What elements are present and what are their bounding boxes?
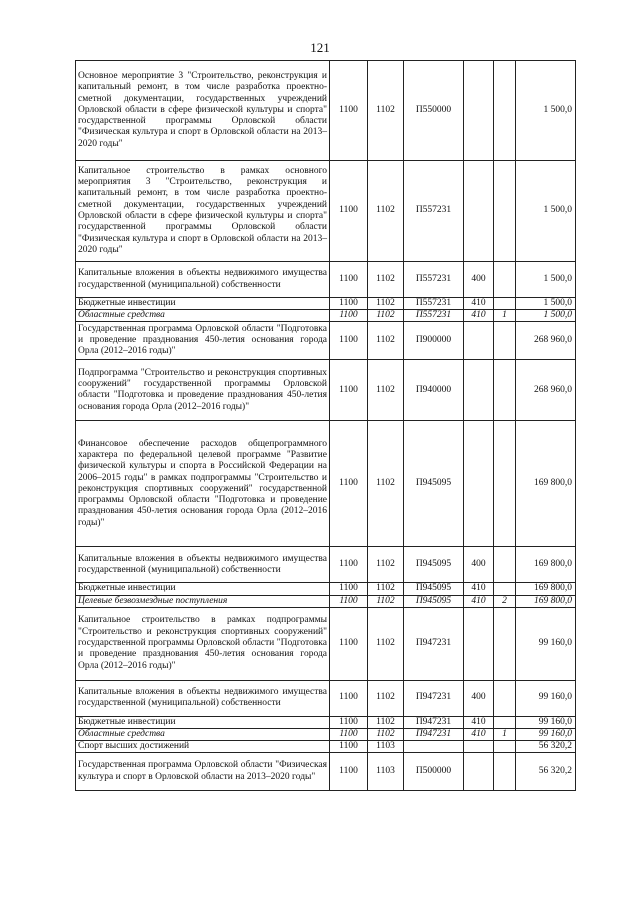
expense-type-cell: 410 (464, 595, 494, 607)
section-code-cell: 1100 (330, 298, 368, 310)
amount-cell: 1 500,0 (516, 310, 576, 322)
fund-source-cell (494, 753, 516, 791)
target-article-cell: П945095 (404, 547, 464, 583)
section-code-cell: 1100 (330, 547, 368, 583)
target-article-cell: П947231 (404, 680, 464, 716)
target-article-cell: П945095 (404, 583, 464, 595)
expense-type-cell: 400 (464, 547, 494, 583)
table-row (76, 360, 576, 421)
table-row (76, 583, 576, 595)
row-name-cell: Капитальное строительство в рамках подпрограммы "Строительство и реконструкция спортивных сооружений" государственной программы Орловской области "Подготовка и проведение празднования 450-летия основания города Орла (2012–2016 годы)" (76, 607, 330, 680)
target-article-cell: П557231 (404, 310, 464, 322)
amount-cell: 1 500,0 (516, 61, 576, 161)
subsection-code-cell: 1102 (368, 716, 404, 728)
row-name-cell: Подпрограмма "Строительство и реконструкция спортивных сооружений" государственной программы Орловской области "Подготовка и проведение празднования 450-летия основания города Орла (2012–2016 годы)" (76, 360, 330, 421)
target-article-cell: П947231 (404, 716, 464, 728)
table-row (76, 421, 576, 547)
row-name-cell: Государственная программа Орловской области "Подготовка и проведение празднования 450-летия основания города Орла (2012–2016 годы)" (76, 322, 330, 360)
fund-source-cell (494, 421, 516, 547)
fund-source-cell (494, 740, 516, 752)
fund-source-cell (494, 322, 516, 360)
row-name-cell: Спорт высших достижений (76, 740, 330, 752)
subsection-code-cell: 1102 (368, 161, 404, 262)
amount-cell: 1 500,0 (516, 298, 576, 310)
row-name-cell: Капитальное строительство в рамках основного мероприятия 3 "Строительство, реконструкция и капитальный ремонт, в том числе разработка проектно-сметной документации, государственных учреждений Орловской области в сфере физической культуры и спорта" государственной программы Орловской области "Физическая культура и спорт в Орловской области на 2013–2020 годы" (76, 161, 330, 262)
expense-type-cell: 410 (464, 728, 494, 740)
subsection-code-cell: 1102 (368, 322, 404, 360)
target-article-cell: П940000 (404, 360, 464, 421)
section-code-cell: 1100 (330, 421, 368, 547)
table-row (76, 595, 576, 607)
fund-source-cell: 1 (494, 728, 516, 740)
expense-type-cell (464, 322, 494, 360)
subsection-code-cell: 1103 (368, 740, 404, 752)
table-row (76, 716, 576, 728)
row-name-cell: Капитальные вложения в объекты недвижимого имущества государственной (муниципальной) собственности (76, 547, 330, 583)
table-row (76, 161, 576, 262)
section-code-cell: 1100 (330, 310, 368, 322)
expense-type-cell (464, 61, 494, 161)
table-row (76, 753, 576, 791)
row-name-cell: Областные средства (76, 728, 330, 740)
table-row (76, 680, 576, 716)
amount-cell: 169 800,0 (516, 595, 576, 607)
row-name-cell: Целевые безвозмездные поступления (76, 595, 330, 607)
amount-cell: 169 800,0 (516, 547, 576, 583)
fund-source-cell (494, 607, 516, 680)
target-article-cell: П945095 (404, 595, 464, 607)
expense-type-cell (464, 740, 494, 752)
section-code-cell: 1100 (330, 607, 368, 680)
section-code-cell: 1100 (330, 595, 368, 607)
amount-cell: 169 800,0 (516, 421, 576, 547)
subsection-code-cell: 1102 (368, 728, 404, 740)
row-name-cell: Бюджетные инвестиции (76, 716, 330, 728)
expense-type-cell (464, 421, 494, 547)
subsection-code-cell: 1102 (368, 262, 404, 298)
section-code-cell: 1100 (330, 740, 368, 752)
row-name-cell: Бюджетные инвестиции (76, 583, 330, 595)
expense-type-cell: 410 (464, 716, 494, 728)
fund-source-cell (494, 583, 516, 595)
target-article-cell: П947231 (404, 728, 464, 740)
fund-source-cell (494, 716, 516, 728)
expense-type-cell (464, 161, 494, 262)
section-code-cell: 1100 (330, 583, 368, 595)
target-article-cell: П900000 (404, 322, 464, 360)
subsection-code-cell: 1102 (368, 607, 404, 680)
expense-type-cell (464, 607, 494, 680)
subsection-code-cell: 1102 (368, 421, 404, 547)
expense-type-cell: 410 (464, 298, 494, 310)
row-name-cell: Основное мероприятие 3 "Строительство, реконструкция и капитальный ремонт, в том числе разработка проектно-сметной документации, государственных учреждений Орловской области в сфере физической культуры и спорта" государственной программы Орловской области "Физическая культура и спорт в Орловской области на 2013–2020 годы" (76, 61, 330, 161)
fund-source-cell (494, 61, 516, 161)
table-row (76, 61, 576, 161)
section-code-cell: 1100 (330, 728, 368, 740)
amount-cell: 99 160,0 (516, 680, 576, 716)
fund-source-cell (494, 298, 516, 310)
amount-cell: 268 960,0 (516, 322, 576, 360)
target-article-cell: П945095 (404, 421, 464, 547)
table-row (76, 310, 576, 322)
section-code-cell: 1100 (330, 680, 368, 716)
subsection-code-cell: 1102 (368, 595, 404, 607)
row-name-cell: Областные средства (76, 310, 330, 322)
subsection-code-cell: 1102 (368, 583, 404, 595)
row-name-cell: Финансовое обеспечение расходов общепрограммного характера по федеральной целевой программе "Развитие физической культуры и спорта в Российской Федерации на 2006–2015 годы" в рамках подпрограммы "Строительство и реконструкция спортивных сооружений" государственной программы Орловской области "Подготовка и проведение празднования 450-летия основания города Орла (2012–2016 годы)" (76, 421, 330, 547)
fund-source-cell (494, 547, 516, 583)
subsection-code-cell: 1102 (368, 310, 404, 322)
table-row (76, 298, 576, 310)
target-article-cell: П550000 (404, 61, 464, 161)
target-article-cell: П500000 (404, 753, 464, 791)
section-code-cell: 1100 (330, 753, 368, 791)
expense-type-cell: 400 (464, 262, 494, 298)
subsection-code-cell: 1103 (368, 753, 404, 791)
table-row (76, 728, 576, 740)
budget-table (75, 60, 576, 791)
fund-source-cell (494, 161, 516, 262)
table-row (76, 607, 576, 680)
fund-source-cell (494, 262, 516, 298)
expense-type-cell (464, 753, 494, 791)
section-code-cell: 1100 (330, 322, 368, 360)
amount-cell: 1 500,0 (516, 161, 576, 262)
section-code-cell: 1100 (330, 360, 368, 421)
table-row (76, 322, 576, 360)
row-name-cell: Бюджетные инвестиции (76, 298, 330, 310)
row-name-cell: Капитальные вложения в объекты недвижимого имущества государственной (муниципальной) собственности (76, 680, 330, 716)
section-code-cell: 1100 (330, 61, 368, 161)
subsection-code-cell: 1102 (368, 61, 404, 161)
target-article-cell: П557231 (404, 262, 464, 298)
amount-cell: 99 160,0 (516, 728, 576, 740)
fund-source-cell: 1 (494, 310, 516, 322)
target-article-cell (404, 740, 464, 752)
row-name-cell: Государственная программа Орловской области "Физическая культура и спорт в Орловской области на 2013–2020 годы" (76, 753, 330, 791)
subsection-code-cell: 1102 (368, 360, 404, 421)
fund-source-cell (494, 680, 516, 716)
amount-cell: 56 320,2 (516, 740, 576, 752)
page-number: 121 (310, 40, 330, 55)
row-name-cell: Капитальные вложения в объекты недвижимого имущества государственной (муниципальной) собственности (76, 262, 330, 298)
expense-type-cell (464, 360, 494, 421)
section-code-cell: 1100 (330, 161, 368, 262)
expense-type-cell: 410 (464, 583, 494, 595)
subsection-code-cell: 1102 (368, 680, 404, 716)
target-article-cell: П557231 (404, 298, 464, 310)
table-row (76, 547, 576, 583)
section-code-cell: 1100 (330, 716, 368, 728)
amount-cell: 268 960,0 (516, 360, 576, 421)
amount-cell: 99 160,0 (516, 607, 576, 680)
table-row (76, 262, 576, 298)
subsection-code-cell: 1102 (368, 298, 404, 310)
target-article-cell: П557231 (404, 161, 464, 262)
amount-cell: 169 800,0 (516, 583, 576, 595)
subsection-code-cell: 1102 (368, 547, 404, 583)
table-row (76, 740, 576, 752)
amount-cell: 56 320,2 (516, 753, 576, 791)
expense-type-cell: 410 (464, 310, 494, 322)
amount-cell: 99 160,0 (516, 716, 576, 728)
amount-cell: 1 500,0 (516, 262, 576, 298)
fund-source-cell (494, 360, 516, 421)
target-article-cell: П947231 (404, 607, 464, 680)
fund-source-cell: 2 (494, 595, 516, 607)
section-code-cell: 1100 (330, 262, 368, 298)
expense-type-cell: 400 (464, 680, 494, 716)
